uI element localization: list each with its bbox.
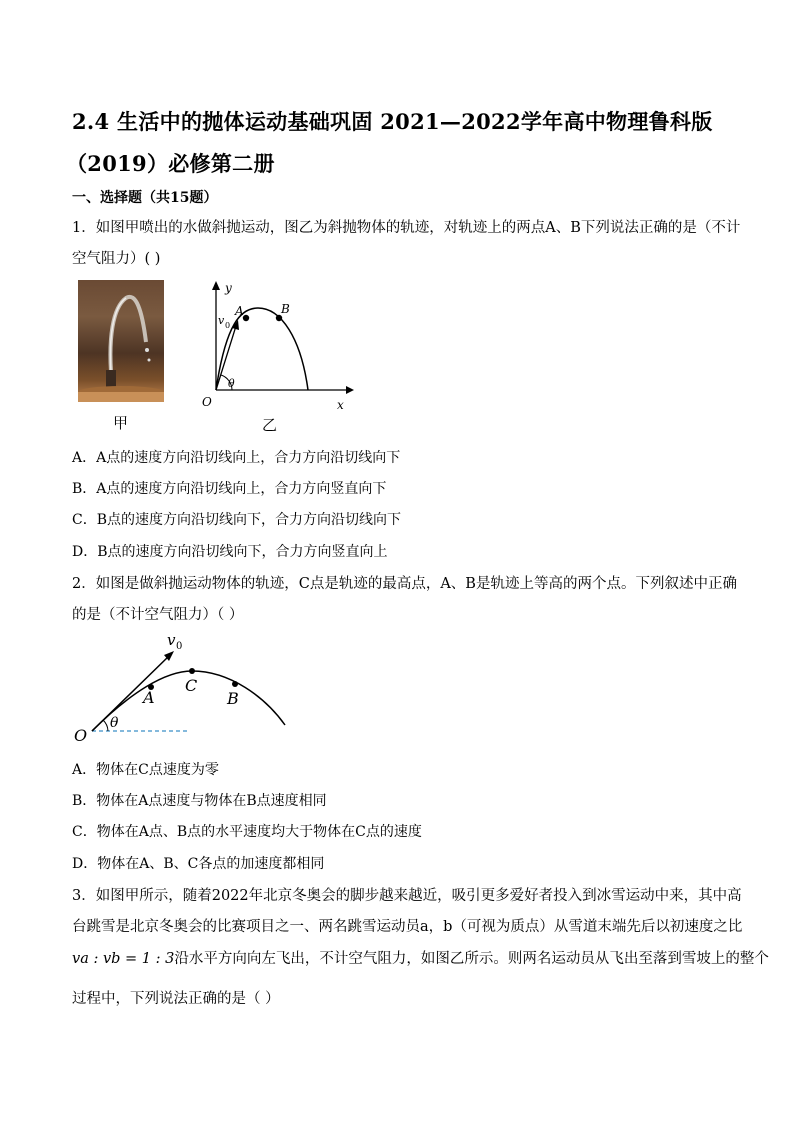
q1-trajectory-diagram	[196, 278, 356, 413]
x-axis-label: x	[337, 398, 344, 412]
q3-text-line3-rest: 沿水平方向向左飞出，不计空气阻力，如图乙所示。则两名运动员从飞出至落到雪坡上的整个	[174, 951, 769, 967]
q1-text-line2: 空气阻力）( )	[72, 251, 161, 267]
point-a-label: A	[143, 688, 155, 707]
q2-option-a: A．物体在C点速度为零	[72, 762, 219, 778]
q2-text-line2: 的是（不计空气阻力）（ ）	[72, 607, 244, 623]
q1-option-b: B．A点的速度方向沿切线向上，合力方向竖直向下	[72, 481, 387, 497]
theta-label: θ	[110, 715, 119, 731]
fig-jia-label: 甲	[113, 414, 129, 432]
v0-subscript: 0	[225, 321, 231, 330]
point-b	[232, 681, 238, 687]
q1-text-line1: 1．如图甲喷出的水做斜抛运动，图乙为斜抛物体的轨迹，对轨迹上的两点A、B下列说法正确的是（不计	[72, 220, 741, 236]
y-axis-arrow	[212, 281, 220, 290]
q3-text-line2: 台跳雪是北京冬奥会的比赛项目之一、两名跳雪运动员a，b（可视为质点）从雪道末端先后以初速度之比	[72, 919, 743, 935]
q2-option-c: C．物体在A点、B点的水平速度均大于物体在C点的速度	[72, 824, 422, 840]
q1-option-d: D．B点的速度方向沿切线向下，合力方向竖直向上	[72, 544, 388, 560]
velocity-ratio: va : vb = 1 : 3	[72, 951, 175, 967]
v0-label: v	[218, 314, 225, 327]
v0-label: v	[167, 631, 176, 649]
page-title: 2.4 生活中的抛体运动基础巩固 2021—2022学年高中物理鲁科版	[72, 109, 713, 134]
q1-option-c: C．B点的速度方向沿切线向下，合力方向沿切线向下	[72, 512, 401, 528]
theta-arc	[103, 720, 108, 731]
q2-option-b: B．物体在A点速度与物体在B点速度相同	[72, 793, 327, 809]
water-jet-illustration	[78, 280, 164, 402]
section-heading: 一、选择题（共15题）	[72, 190, 218, 206]
q1-photo-water-jet	[78, 280, 164, 402]
point-a	[243, 315, 249, 321]
y-axis-label: y	[225, 281, 232, 295]
point-c-label: C	[185, 676, 198, 695]
q2-text-line1: 2．如图是做斜抛运动物体的轨迹，C点是轨迹的最高点，A、B是轨迹上等高的两个点。下列叙述中正确	[72, 576, 737, 592]
q3-text-line4: 过程中，下列说法正确的是（ ）	[72, 991, 280, 1007]
point-a-label: A	[235, 304, 244, 318]
origin-label: O	[74, 726, 88, 745]
q3-text-line1: 3．如图甲所示，随着2022年北京冬奥会的脚步越来越近，吸引更多爱好者投入到冰雪运动中来，其中高	[72, 888, 742, 904]
q2-trajectory-diagram	[70, 625, 300, 747]
theta-label: θ	[228, 377, 235, 390]
q2-option-d: D．物体在A、B、C各点的加速度都相同	[72, 856, 325, 872]
point-b-label: B	[281, 302, 290, 316]
page-title-line2: （2019）必修第二册	[66, 151, 275, 176]
origin-label: O	[202, 395, 212, 409]
x-axis-arrow	[346, 386, 354, 394]
point-c	[189, 668, 195, 674]
fig-yi-label: 乙	[262, 416, 278, 434]
q1-option-a: A．A点的速度方向沿切线向上，合力方向沿切线向下	[72, 450, 401, 466]
v0-vector	[92, 655, 170, 731]
v0-subscript: 0	[176, 641, 183, 652]
point-b-label: B	[227, 689, 239, 708]
q3-text-line3	[72, 947, 769, 968]
